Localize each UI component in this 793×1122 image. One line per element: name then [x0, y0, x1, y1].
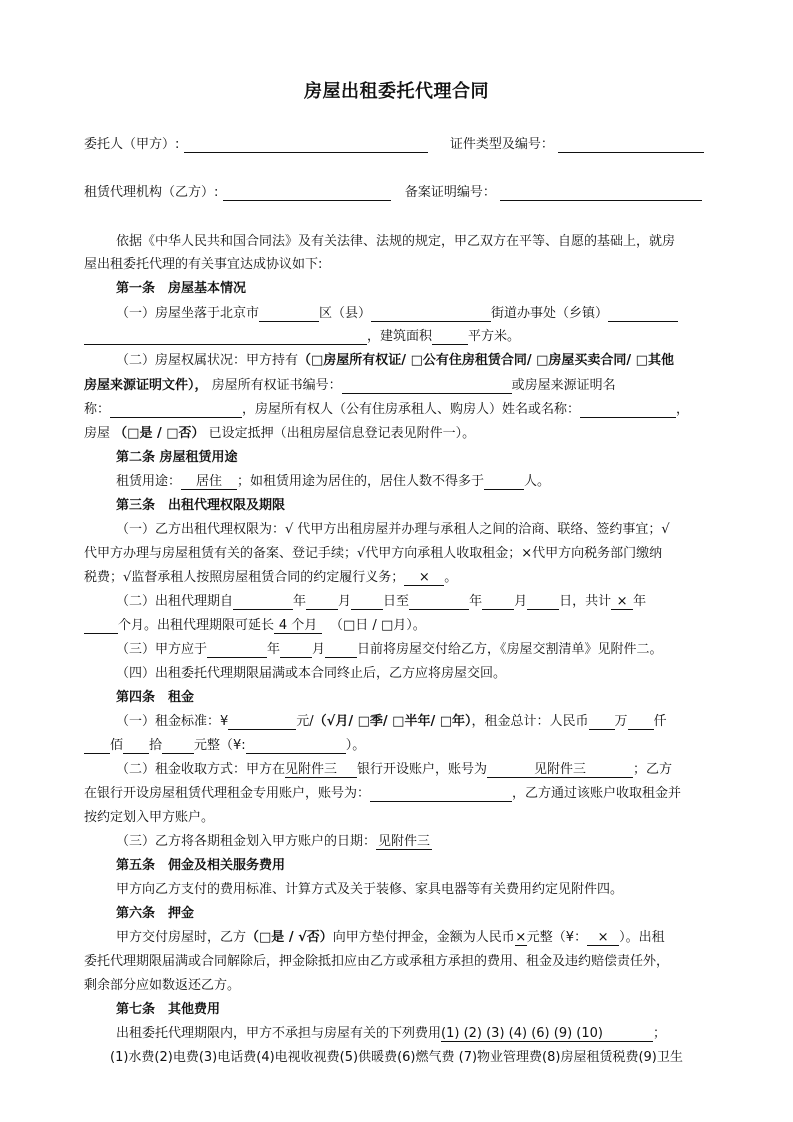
art6-line-2: 委托代理期限届满或合同解除后，押金除抵扣应由乙方或承租方承担的费用、租金及违约赔偿责任外，	[84, 954, 670, 969]
total-years-field[interactable]: ×	[611, 594, 633, 610]
excluded-fees-field[interactable]: (1) (2) (3) (4) (6) (9) (10)	[441, 1026, 653, 1042]
art6-line-3: 剩余部分应如数返还乙方。	[84, 978, 241, 993]
art4-payment-row-1: （二）租金收取方式：甲方在见附件三 银行开设账户，账号为 见附件三 ；乙方	[116, 762, 673, 777]
art7-line-2: (1)水费(2)电费(3)电话费(4)电视收视费(5)供暖费(6)燃气费 (7)物业管理费(8)房屋租赁税费(9)卫生	[110, 1050, 683, 1065]
street-field[interactable]	[371, 306, 491, 322]
party-a-row	[84, 137, 710, 153]
occupants-field[interactable]	[484, 474, 524, 490]
party-a-field[interactable]	[184, 137, 428, 153]
art3-handover-row: （三）甲方应于 年 月 日前将房屋交付给乙方，《房屋交割清单》见附件二。	[116, 642, 663, 657]
art1-ownership-row-2: 房屋来源证明文件）， 房屋所有权证书编号： 或房屋来源证明名	[84, 378, 616, 393]
end-day-field[interactable]	[527, 594, 559, 610]
art3-authority-line-1: （一）乙方出租代理权限为：√ 代甲方出租房屋并办理与承租人之间的洽商、联络、签约事宜；√	[116, 522, 670, 537]
transfer-date-field[interactable]: 见附件三	[378, 834, 431, 849]
party-b-row	[84, 185, 710, 201]
document-title: 房屋出租委托代理合同	[304, 81, 489, 102]
rent-total-figure-field[interactable]	[246, 738, 346, 754]
rent-amount-field[interactable]	[228, 714, 296, 730]
article-2-heading: 第二条 房屋租赁用途	[116, 450, 238, 465]
owner-name-field[interactable]	[580, 402, 676, 418]
other-authority-field[interactable]: ×	[404, 570, 444, 586]
intro-line-1: 依据《中华人民共和国合同法》及有关法律、法规的规定，甲乙双方在平等、自愿的基础上，就房	[116, 234, 676, 249]
total-months-field[interactable]	[84, 618, 118, 634]
art1-location-row: （一）房屋坐落于北京市 区（县） 街道办事处（乡镇）	[116, 306, 710, 322]
art1-area-row: ，建筑面积 平方米。	[84, 329, 710, 345]
area-field[interactable]	[432, 329, 468, 345]
art1-ownership-row-3: 称： ，房屋所有权人（公有住房承租人、购房人）姓名或名称： ，	[84, 402, 690, 417]
handover-year-field[interactable]	[207, 642, 267, 658]
start-month-field[interactable]	[306, 594, 338, 610]
art3-period-row: （二）出租代理期自 年 月 日至 年 月 日，共计 × 年	[116, 594, 647, 609]
article-1-heading: 第一条 房屋基本情况	[116, 281, 247, 296]
party-b-field[interactable]	[223, 185, 391, 201]
art3-authority-line-3: 税费；√监督承租人按照房屋租赁合同的约定履行义务； × 。	[84, 570, 458, 585]
deposit-words-field[interactable]: ×	[515, 930, 527, 945]
article-4-heading: 第四条 租金	[116, 690, 195, 705]
party-a-label: 委托人（甲方）:	[84, 137, 180, 152]
art4-payment-row-2: 在银行开设房屋租赁代理租金专用账户，账号为： ，乙方通过该账户收取租金并	[84, 786, 682, 801]
art4-transfer-row: （三）乙方将各期租金划入甲方账户的日期： 见附件三	[116, 834, 431, 849]
rent-qian-field[interactable]	[628, 714, 654, 730]
record-label: 备案证明编号：	[404, 185, 496, 200]
start-day-field[interactable]	[351, 594, 383, 610]
agent-account-field[interactable]	[370, 786, 512, 802]
extend-field[interactable]: 4 个月	[274, 618, 322, 634]
deposit-figure-field[interactable]: ×	[587, 930, 619, 946]
rent-shi-field[interactable]	[123, 738, 149, 754]
article-6-heading: 第六条 押金	[116, 906, 195, 921]
art1-ownership-row-1: （二）房屋权属状况：甲方持有（□房屋所有权证/ □公有住房租赁合同/ □房屋买卖合同/ □其他	[116, 353, 674, 368]
end-year-field[interactable]	[409, 594, 469, 610]
id-type-label: 证件类型及编号：	[449, 137, 554, 152]
use-field[interactable]: 居住	[181, 474, 237, 490]
article-5-heading: 第五条 佣金及相关服务费用	[116, 858, 286, 873]
id-type-field[interactable]	[558, 137, 704, 153]
record-field[interactable]	[500, 185, 702, 201]
party-b-label: 租赁代理机构（乙方）:	[84, 185, 219, 200]
town-field[interactable]	[608, 306, 678, 322]
art4-payment-row-3: 按约定划入甲方账户。	[84, 810, 215, 825]
source-doc-field[interactable]	[110, 402, 242, 418]
art3-authority-line-2: 代甲方办理与房屋租赁有关的备案、登记手续；√代甲方向承租人收取租金；×代甲方向税务部门缴纳	[84, 546, 663, 561]
cert-number-field[interactable]	[342, 378, 512, 394]
handover-month-field[interactable]	[280, 642, 312, 658]
rent-wan-field[interactable]	[589, 714, 615, 730]
handover-day-field[interactable]	[325, 642, 357, 658]
art6-line-1: 甲方交付房屋时，乙方（□是 / √否）向甲方垫付押金，金额为人民币×元整（¥： × ）。出租	[116, 930, 665, 945]
district-field[interactable]	[259, 306, 319, 322]
art1-mortgage-row: 房屋 （□是 / □否） 已设定抵押（出租房屋信息登记表见附件一）。	[84, 426, 476, 441]
account-field[interactable]: 见附件三	[487, 762, 633, 778]
art4-rent-total-row: 佰 拾 元整（¥: ）。	[84, 738, 710, 754]
art7-line-1: 出租委托代理期限内，甲方不承担与房屋有关的下列费用(1) (2) (3) (4) (6) (9) (10) ；	[116, 1026, 667, 1041]
art4-rent-row: （一）租金标准：¥ 元/（√月/ □季/ □半年/ □年），租金总计：人民币 万 仟	[116, 714, 667, 729]
art5-text: 甲方向乙方支付的费用标准、计算方式及关于装修、家具电器等有关费用约定见附件四。	[116, 882, 624, 897]
rent-bai-field[interactable]	[84, 738, 110, 754]
article-3-heading: 第三条 出租代理权限及期限	[116, 498, 286, 513]
art3-return-row: （四）出租委托代理期限届满或本合同终止后，乙方应将房屋交回。	[116, 666, 507, 681]
bank-field[interactable]: 见附件三	[285, 762, 357, 778]
art2-use-row: 租赁用途： 居住 ；如租赁用途为居住的，居住人数不得多于 人。	[116, 474, 551, 489]
article-7-heading: 第七条 其他费用	[116, 1002, 221, 1017]
rent-yuan-field[interactable]	[162, 738, 194, 754]
start-year-field[interactable]	[233, 594, 293, 610]
end-month-field[interactable]	[482, 594, 514, 610]
art3-extend-row: 个月。出租代理期限可延长 4 个月 （□日 / □月）。	[84, 618, 710, 634]
address-field[interactable]	[84, 329, 367, 345]
intro-line-2: 屋出租委托代理的有关事宜达成协议如下:	[84, 257, 323, 272]
